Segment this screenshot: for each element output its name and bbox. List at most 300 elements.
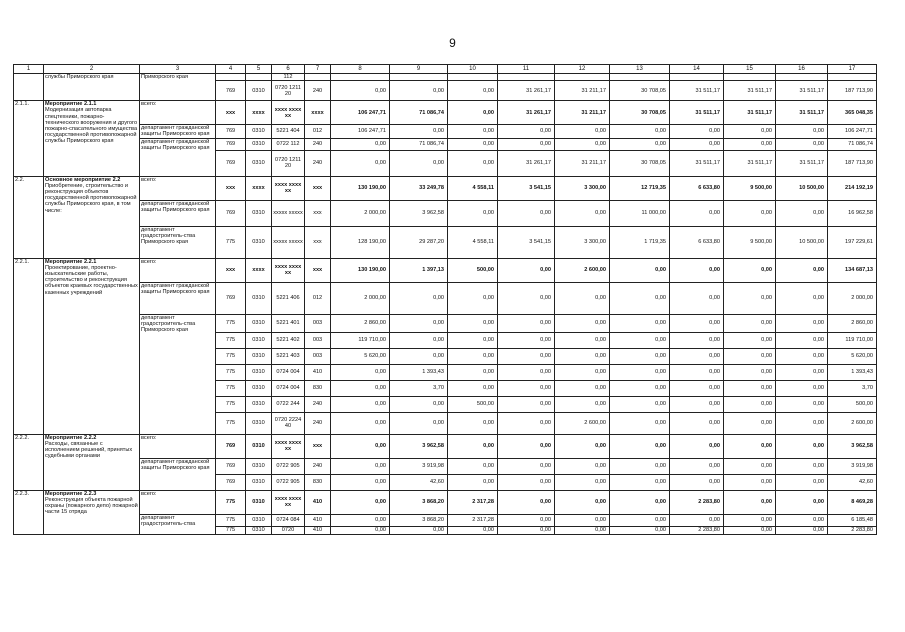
amount-cell: 0,00 bbox=[498, 258, 555, 282]
section-code: 0310 bbox=[246, 282, 272, 314]
amount-cell: 0,00 bbox=[670, 412, 724, 434]
amount-cell: 31 511,17 bbox=[724, 101, 776, 125]
amount-cell: 0,00 bbox=[555, 514, 610, 526]
target-code: 0722 244 bbox=[272, 396, 305, 412]
measure-title: Мероприятие 2.2.3 bbox=[45, 490, 97, 497]
amount-cell: 0,00 bbox=[610, 125, 670, 138]
amount-cell: 0,00 bbox=[448, 125, 498, 138]
admin-code: 769 bbox=[216, 125, 246, 138]
amount-cell: 0,00 bbox=[448, 200, 498, 226]
amount-cell: 0,00 bbox=[331, 514, 390, 526]
amount-cell: 0,00 bbox=[610, 332, 670, 348]
amount-cell: 1 393,43 bbox=[828, 364, 877, 380]
amount-cell: 0,00 bbox=[498, 125, 555, 138]
amount-cell: 0,00 bbox=[390, 150, 448, 176]
expense-type-code: xxx bbox=[305, 258, 331, 282]
amount-cell: 0,00 bbox=[555, 434, 610, 458]
section-code: 0310 bbox=[246, 380, 272, 396]
section-code: 0310 bbox=[246, 396, 272, 412]
amount-cell: 31 511,17 bbox=[724, 81, 776, 101]
amount-cell: 119 710,00 bbox=[331, 332, 390, 348]
amount-cell: 0,00 bbox=[724, 490, 776, 514]
expense-type-code: 240 bbox=[305, 458, 331, 474]
table-cell bbox=[776, 74, 828, 81]
amount-cell: 3 300,00 bbox=[555, 176, 610, 200]
amount-cell: 29 287,20 bbox=[390, 226, 448, 258]
target-code: 0724 004 bbox=[272, 380, 305, 396]
amount-cell: 500,00 bbox=[448, 396, 498, 412]
amount-cell: 0,00 bbox=[670, 258, 724, 282]
amount-cell: 0,00 bbox=[776, 332, 828, 348]
column-header: 5 bbox=[246, 65, 272, 74]
amount-cell: 0,00 bbox=[610, 458, 670, 474]
amount-cell: 0,00 bbox=[776, 380, 828, 396]
expense-type-code: 410 bbox=[305, 526, 331, 534]
amount-cell: 2 317,28 bbox=[448, 514, 498, 526]
amount-cell: 0,00 bbox=[776, 258, 828, 282]
amount-cell: 5 620,00 bbox=[331, 348, 390, 364]
amount-cell: 11 000,00 bbox=[610, 200, 670, 226]
amount-cell: 0,00 bbox=[498, 412, 555, 434]
row-number: 2.2.2. bbox=[14, 434, 44, 490]
column-header: 13 bbox=[610, 65, 670, 74]
executor: департамент градостроитель-ства Приморского края bbox=[140, 226, 216, 258]
executor: департамент гражданской защиты Приморского края bbox=[140, 125, 216, 138]
admin-code: 775 bbox=[216, 412, 246, 434]
measure-text: Расходы, связанные с исполнением решений, принятых судебными органами bbox=[45, 440, 133, 460]
target-code: 0720 bbox=[272, 526, 305, 534]
target-code: 0722 905 bbox=[272, 458, 305, 474]
amount-cell: 0,00 bbox=[448, 314, 498, 332]
amount-cell: 0,00 bbox=[724, 412, 776, 434]
amount-cell: 0,00 bbox=[724, 364, 776, 380]
amount-cell: 0,00 bbox=[724, 314, 776, 332]
expense-type-code: 003 bbox=[305, 332, 331, 348]
row-number: 2.2. bbox=[14, 176, 44, 258]
amount-cell: 0,00 bbox=[724, 458, 776, 474]
budget-table bbox=[13, 64, 877, 535]
amount-cell: 106 247,71 bbox=[331, 101, 390, 125]
column-header: 11 bbox=[498, 65, 555, 74]
amount-cell: 0,00 bbox=[331, 138, 390, 150]
amount-cell: 31 511,17 bbox=[724, 150, 776, 176]
amount-cell: 214 192,19 bbox=[828, 176, 877, 200]
amount-cell: 0,00 bbox=[670, 458, 724, 474]
amount-cell: 0,00 bbox=[776, 434, 828, 458]
admin-code: 775 bbox=[216, 490, 246, 514]
amount-cell: 0,00 bbox=[670, 380, 724, 396]
amount-cell: 0,00 bbox=[724, 258, 776, 282]
amount-cell: 0,00 bbox=[610, 314, 670, 332]
amount-cell: 2 000,00 bbox=[828, 282, 877, 314]
admin-code: 775 bbox=[216, 348, 246, 364]
amount-cell: 2 000,00 bbox=[331, 282, 390, 314]
amount-cell: 0,00 bbox=[724, 434, 776, 458]
amount-cell: 0,00 bbox=[331, 150, 390, 176]
section-code: 0310 bbox=[246, 81, 272, 101]
amount-cell: 0,00 bbox=[555, 348, 610, 364]
amount-cell: 0,00 bbox=[498, 474, 555, 490]
target-code: 5221 404 bbox=[272, 125, 305, 138]
section-code: 0310 bbox=[246, 226, 272, 258]
amount-cell: 0,00 bbox=[448, 380, 498, 396]
amount-cell: 71 086,74 bbox=[390, 138, 448, 150]
target-code: xxxxx xxxxx bbox=[272, 200, 305, 226]
amount-cell: 0,00 bbox=[331, 396, 390, 412]
amount-cell: 0,00 bbox=[331, 458, 390, 474]
amount-cell: 1 393,43 bbox=[390, 364, 448, 380]
amount-cell: 31 511,17 bbox=[776, 101, 828, 125]
amount-cell: 0,00 bbox=[776, 458, 828, 474]
amount-cell: 128 190,00 bbox=[331, 226, 390, 258]
amount-cell: 0,00 bbox=[724, 348, 776, 364]
amount-cell: 0,00 bbox=[498, 138, 555, 150]
amount-cell: 0,00 bbox=[610, 412, 670, 434]
amount-cell: 0,00 bbox=[448, 138, 498, 150]
row-number: 2.1.1. bbox=[14, 101, 44, 176]
amount-cell: 0,00 bbox=[776, 348, 828, 364]
amount-cell: 0,00 bbox=[776, 412, 828, 434]
amount-cell: 0,00 bbox=[331, 81, 390, 101]
amount-cell: 106 247,71 bbox=[828, 125, 877, 138]
amount-cell: 0,00 bbox=[555, 314, 610, 332]
admin-code: 775 bbox=[216, 314, 246, 332]
expense-type-code: 012 bbox=[305, 282, 331, 314]
amount-cell: 3 919,98 bbox=[390, 458, 448, 474]
expense-type-code: 240 bbox=[305, 412, 331, 434]
amount-cell: 0,00 bbox=[724, 514, 776, 526]
amount-cell: 119 710,00 bbox=[828, 332, 877, 348]
table-row bbox=[14, 74, 877, 81]
amount-cell: 365 048,35 bbox=[828, 101, 877, 125]
amount-cell: 0,00 bbox=[670, 364, 724, 380]
amount-cell: 0,00 bbox=[390, 412, 448, 434]
admin-code: 775 bbox=[216, 332, 246, 348]
amount-cell: 0,00 bbox=[498, 380, 555, 396]
amount-cell: 2 317,28 bbox=[448, 490, 498, 514]
amount-cell: 0,00 bbox=[498, 200, 555, 226]
amount-cell: 0,00 bbox=[670, 200, 724, 226]
target-code: xxxx xxxx xx bbox=[272, 490, 305, 514]
amount-cell: 0,00 bbox=[670, 396, 724, 412]
expense-type-code: 410 bbox=[305, 364, 331, 380]
executor: департамент гражданской защиты Приморского края bbox=[140, 458, 216, 490]
target-code: 5221 403 bbox=[272, 348, 305, 364]
amount-cell: 71 086,74 bbox=[828, 138, 877, 150]
amount-cell: 3 541,15 bbox=[498, 176, 555, 200]
amount-cell: 0,00 bbox=[724, 282, 776, 314]
target-code: xxxx xxxx xx bbox=[272, 258, 305, 282]
section-code: 0310 bbox=[246, 150, 272, 176]
table-row bbox=[14, 125, 877, 138]
target-code: 0724 004 bbox=[272, 364, 305, 380]
amount-cell: 31 511,17 bbox=[776, 150, 828, 176]
amount-cell: 6 185,48 bbox=[828, 514, 877, 526]
amount-cell: 3,70 bbox=[390, 380, 448, 396]
amount-cell: 10 500,00 bbox=[776, 226, 828, 258]
section-code: 0310 bbox=[246, 348, 272, 364]
measure-text: Приобретение, строительство и реконструкция объектов государственной противопожарной службы Приморского края, в том числе: bbox=[45, 182, 137, 214]
amount-cell: 0,00 bbox=[390, 282, 448, 314]
amount-cell: 0,00 bbox=[555, 396, 610, 412]
measure-title: Мероприятие 2.2.1 bbox=[45, 258, 97, 265]
table-body bbox=[14, 65, 877, 535]
amount-cell: 0,00 bbox=[670, 474, 724, 490]
section-code: 0310 bbox=[246, 314, 272, 332]
amount-cell: 0,00 bbox=[724, 474, 776, 490]
admin-code: 769 bbox=[216, 282, 246, 314]
amount-cell: 0,00 bbox=[670, 348, 724, 364]
amount-cell: 3 300,00 bbox=[555, 226, 610, 258]
amount-cell: 3 541,15 bbox=[498, 226, 555, 258]
amount-cell: 0,00 bbox=[610, 474, 670, 490]
row-number bbox=[14, 74, 44, 101]
amount-cell: 0,00 bbox=[776, 125, 828, 138]
admin-code: 769 bbox=[216, 81, 246, 101]
amount-cell: 0,00 bbox=[448, 474, 498, 490]
expense-type-code: 240 bbox=[305, 138, 331, 150]
measure-total-row bbox=[14, 490, 877, 514]
executor: департамент гражданской защиты Приморского края bbox=[140, 138, 216, 176]
amount-cell: 0,00 bbox=[670, 314, 724, 332]
section-code: 0310 bbox=[246, 474, 272, 490]
section-code: 0310 bbox=[246, 490, 272, 514]
amount-cell: 2 860,00 bbox=[828, 314, 877, 332]
executor-total-label: всего: bbox=[140, 258, 216, 282]
amount-cell: 0,00 bbox=[776, 200, 828, 226]
amount-cell: 0,00 bbox=[670, 125, 724, 138]
column-header: 9 bbox=[390, 65, 448, 74]
section-code: xxxx bbox=[246, 101, 272, 125]
expense-type-code: 240 bbox=[305, 150, 331, 176]
admin-code: 775 bbox=[216, 380, 246, 396]
amount-cell: 3,70 bbox=[828, 380, 877, 396]
amount-cell: 0,00 bbox=[776, 526, 828, 534]
table-cell bbox=[555, 74, 610, 81]
amount-cell: 9 500,00 bbox=[724, 226, 776, 258]
amount-cell: 2 000,00 bbox=[331, 200, 390, 226]
executor: департамент гражданской защиты Приморского края bbox=[140, 200, 216, 226]
amount-cell: 0,00 bbox=[670, 332, 724, 348]
amount-cell: 0,00 bbox=[555, 526, 610, 534]
column-header: 1 bbox=[14, 65, 44, 74]
measure-title: Мероприятие 2.1.1 bbox=[45, 101, 97, 108]
amount-cell: 187 713,90 bbox=[828, 81, 877, 101]
amount-cell: 31 511,17 bbox=[670, 81, 724, 101]
amount-cell: 0,00 bbox=[331, 380, 390, 396]
amount-cell: 0,00 bbox=[331, 434, 390, 458]
expense-type-code: xxx bbox=[305, 176, 331, 200]
amount-cell: 0,00 bbox=[670, 434, 724, 458]
amount-cell: 0,00 bbox=[390, 314, 448, 332]
amount-cell: 197 229,61 bbox=[828, 226, 877, 258]
amount-cell: 0,00 bbox=[390, 396, 448, 412]
measure-total-row bbox=[14, 258, 877, 282]
amount-cell: 0,00 bbox=[448, 412, 498, 434]
amount-cell: 31 211,17 bbox=[555, 150, 610, 176]
amount-cell: 33 249,78 bbox=[390, 176, 448, 200]
amount-cell: 6 633,80 bbox=[670, 226, 724, 258]
amount-cell: 0,00 bbox=[670, 138, 724, 150]
amount-cell: 0,00 bbox=[610, 348, 670, 364]
amount-cell: 30 708,05 bbox=[610, 150, 670, 176]
amount-cell: 2 283,80 bbox=[828, 526, 877, 534]
amount-cell: 3 868,20 bbox=[390, 490, 448, 514]
amount-cell: 0,00 bbox=[448, 434, 498, 458]
header-row bbox=[14, 65, 877, 74]
admin-code: 775 bbox=[216, 396, 246, 412]
amount-cell: 0,00 bbox=[390, 125, 448, 138]
admin-code: 775 bbox=[216, 526, 246, 534]
amount-cell: 0,00 bbox=[724, 332, 776, 348]
amount-cell: 0,00 bbox=[776, 314, 828, 332]
amount-cell: 31 511,17 bbox=[670, 150, 724, 176]
expense-type-code: 003 bbox=[305, 314, 331, 332]
amount-cell: 2 860,00 bbox=[331, 314, 390, 332]
amount-cell: 0,00 bbox=[670, 282, 724, 314]
amount-cell: 2 283,80 bbox=[670, 526, 724, 534]
amount-cell: 0,00 bbox=[331, 474, 390, 490]
measure-title: Мероприятие 2.2.2 bbox=[45, 434, 97, 441]
table-cell bbox=[216, 74, 246, 81]
table-row bbox=[14, 314, 877, 332]
section-code: 0310 bbox=[246, 332, 272, 348]
amount-cell: 42,60 bbox=[390, 474, 448, 490]
column-header: 12 bbox=[555, 65, 610, 74]
amount-cell: 0,00 bbox=[555, 200, 610, 226]
expense-type-code: 003 bbox=[305, 348, 331, 364]
amount-cell: 0,00 bbox=[498, 282, 555, 314]
amount-cell: 3 962,58 bbox=[390, 200, 448, 226]
admin-code: 769 bbox=[216, 138, 246, 150]
amount-cell: 0,00 bbox=[776, 364, 828, 380]
amount-cell: 0,00 bbox=[555, 332, 610, 348]
amount-cell: 31 511,17 bbox=[776, 81, 828, 101]
table-cell bbox=[828, 74, 877, 81]
table-row bbox=[14, 282, 877, 314]
section-code: xxxx bbox=[246, 258, 272, 282]
amount-cell: 3 962,58 bbox=[390, 434, 448, 458]
column-header: 16 bbox=[776, 65, 828, 74]
amount-cell: 31 211,17 bbox=[555, 101, 610, 125]
amount-cell: 1 397,13 bbox=[390, 258, 448, 282]
amount-cell: 0,00 bbox=[724, 138, 776, 150]
amount-cell: 0,00 bbox=[776, 138, 828, 150]
admin-code: xxx bbox=[216, 258, 246, 282]
measure-total-row bbox=[14, 176, 877, 200]
page-number: 9 bbox=[449, 36, 456, 50]
expense-type-code: 240 bbox=[305, 81, 331, 101]
expense-type-code: xxxx bbox=[305, 101, 331, 125]
target-code: 0724 084 bbox=[272, 514, 305, 526]
measure-text: Модернизация автопарка спецтехники, пожарно-технического вооружения и другого пожарно-спасательного имущества государственной противопожарной службы Приморского края bbox=[45, 107, 138, 145]
amount-cell: 0,00 bbox=[610, 364, 670, 380]
measure-description: службы Приморского края bbox=[44, 74, 140, 101]
amount-cell: 0,00 bbox=[498, 314, 555, 332]
amount-cell: 0,00 bbox=[776, 396, 828, 412]
amount-cell: 6 633,80 bbox=[670, 176, 724, 200]
target-code: xxxx xxxx xx bbox=[272, 434, 305, 458]
admin-code: xxx bbox=[216, 176, 246, 200]
amount-cell: 0,00 bbox=[724, 396, 776, 412]
amount-cell: 0,00 bbox=[498, 348, 555, 364]
amount-cell: 500,00 bbox=[828, 396, 877, 412]
table-cell bbox=[670, 74, 724, 81]
section-code: 0310 bbox=[246, 138, 272, 150]
amount-cell: 31 261,17 bbox=[498, 81, 555, 101]
target-code: 0720 1211 20 bbox=[272, 150, 305, 176]
admin-code: 775 bbox=[216, 514, 246, 526]
amount-cell: 2 600,00 bbox=[555, 258, 610, 282]
amount-cell: 0,00 bbox=[448, 526, 498, 534]
amount-cell: 16 962,58 bbox=[828, 200, 877, 226]
amount-cell: 30 708,05 bbox=[610, 81, 670, 101]
amount-cell: 0,00 bbox=[724, 125, 776, 138]
amount-cell: 8 469,28 bbox=[828, 490, 877, 514]
amount-cell: 1 719,35 bbox=[610, 226, 670, 258]
amount-cell: 0,00 bbox=[498, 434, 555, 458]
amount-cell: 0,00 bbox=[390, 348, 448, 364]
executor-total-label: всего: bbox=[140, 434, 216, 458]
amount-cell: 0,00 bbox=[610, 490, 670, 514]
amount-cell: 0,00 bbox=[776, 282, 828, 314]
executor: Приморского края bbox=[140, 74, 216, 101]
expense-type-code: 240 bbox=[305, 396, 331, 412]
target-code: xxxx xxxx xx bbox=[272, 176, 305, 200]
measure-total-row bbox=[14, 434, 877, 458]
table-cell bbox=[246, 74, 272, 81]
section-code: 0310 bbox=[246, 200, 272, 226]
amount-cell: 130 190,00 bbox=[331, 176, 390, 200]
target-code: 0722 112 bbox=[272, 138, 305, 150]
amount-cell: 0,00 bbox=[724, 380, 776, 396]
amount-cell: 0,00 bbox=[776, 474, 828, 490]
amount-cell: 0,00 bbox=[610, 380, 670, 396]
column-header: 6 bbox=[272, 65, 305, 74]
amount-cell: 3 962,58 bbox=[828, 434, 877, 458]
admin-code: 769 bbox=[216, 434, 246, 458]
target-code: 0722 905 bbox=[272, 474, 305, 490]
amount-cell: 0,00 bbox=[390, 81, 448, 101]
amount-cell: 0,00 bbox=[390, 332, 448, 348]
section-code: 0310 bbox=[246, 458, 272, 474]
amount-cell: 4 558,11 bbox=[448, 226, 498, 258]
table-cell bbox=[390, 74, 448, 81]
target-code: 5221 401 bbox=[272, 314, 305, 332]
amount-cell: 134 687,13 bbox=[828, 258, 877, 282]
amount-cell: 5 620,00 bbox=[828, 348, 877, 364]
table-cell bbox=[610, 74, 670, 81]
amount-cell: 0,00 bbox=[448, 364, 498, 380]
section-code: 0310 bbox=[246, 412, 272, 434]
admin-code: 775 bbox=[216, 226, 246, 258]
target-code: xxxx xxxx xx bbox=[272, 101, 305, 125]
table-row bbox=[14, 514, 877, 526]
table-row bbox=[14, 458, 877, 474]
measure-description bbox=[44, 490, 140, 534]
measure-text: Реконструкция объекта пожарной охраны (пожарного депо) пожарной части 15 отряда bbox=[45, 496, 138, 516]
measure-description bbox=[44, 176, 140, 258]
amount-cell: 0,00 bbox=[610, 526, 670, 534]
amount-cell: 0,00 bbox=[331, 364, 390, 380]
expense-type-code: 830 bbox=[305, 474, 331, 490]
table-row bbox=[14, 200, 877, 226]
amount-cell: 0,00 bbox=[555, 458, 610, 474]
column-header: 4 bbox=[216, 65, 246, 74]
target-code: 0720 1211 20 bbox=[272, 81, 305, 101]
amount-cell: 0,00 bbox=[498, 332, 555, 348]
amount-cell: 0,00 bbox=[448, 150, 498, 176]
